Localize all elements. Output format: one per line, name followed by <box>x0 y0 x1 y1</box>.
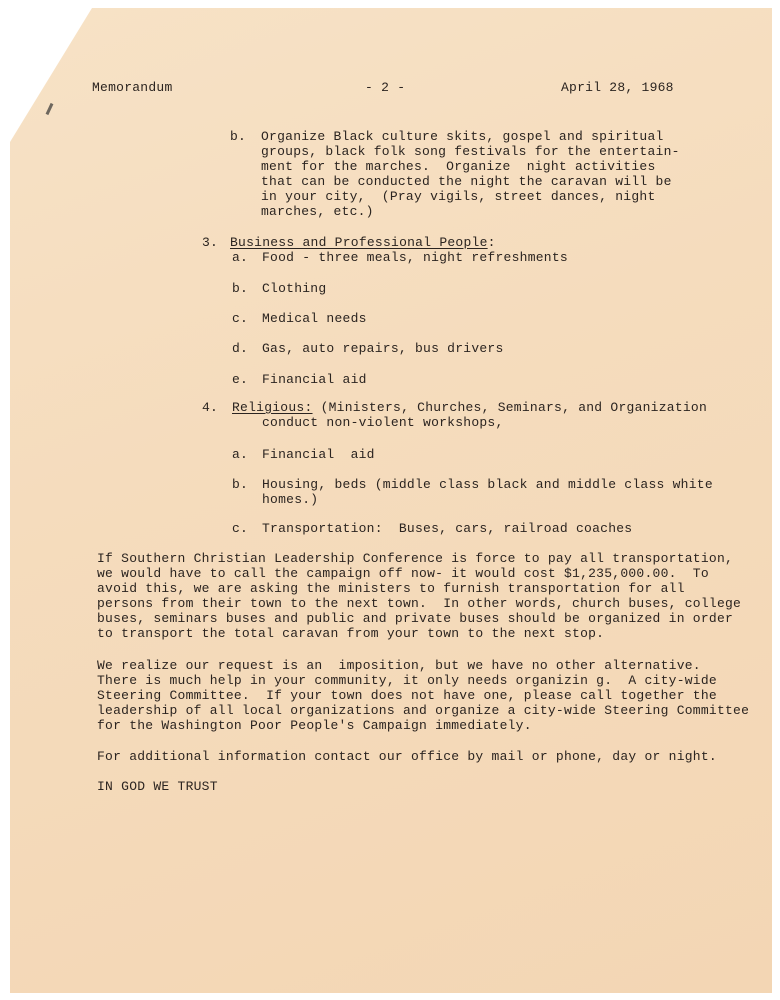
section-number: 4. <box>202 400 219 415</box>
list-marker: c. <box>232 521 249 536</box>
page-number: - 2 - <box>365 80 406 95</box>
text-line: conduct non-violent workshops, <box>262 415 504 430</box>
list-marker: b. <box>232 477 249 492</box>
closing-line: IN GOD WE TRUST <box>97 779 218 794</box>
list-marker: b. <box>230 129 247 144</box>
list-marker: a. <box>232 447 249 462</box>
section-title: Religious: <box>232 400 313 415</box>
list-marker: d. <box>232 341 249 356</box>
section-heading <box>230 235 496 250</box>
list-item: Medical needs <box>262 311 367 326</box>
list-item: Transportation: Buses, cars, railroad coaches <box>262 521 633 536</box>
list-item: Gas, auto repairs, bus drivers <box>262 341 504 356</box>
paragraph-line: for the Washington Poor People's Campaign immediately. <box>97 718 532 733</box>
list-item: Financial aid <box>262 372 367 387</box>
paragraph-line: For additional information contact our office by mail or phone, day or night. <box>97 749 717 764</box>
text-line: ment for the marches. Organize night activities <box>261 159 656 174</box>
paragraph-line: leadership of all local organizations and organize a city-wide Steering Committee <box>97 703 750 718</box>
paragraph-line: We realize our request is an imposition, but we have no other alternative. <box>97 658 701 673</box>
list-marker: e. <box>232 372 249 387</box>
list-item-continued: homes.) <box>262 492 319 507</box>
text-line: in your city, (Pray vigils, street dances, night <box>261 189 656 204</box>
text-line: groups, black folk song festivals for the entertain- <box>261 144 680 159</box>
text-line: that can be conducted the night the caravan will be <box>261 174 672 189</box>
text-line: Organize Black culture skits, gospel and spiritual <box>261 129 664 144</box>
paragraph-line: Steering Committee. If your town does not have one, please call together the <box>97 688 717 703</box>
section-title-rest: (Ministers, Churches, Seminars, and Organization <box>312 400 708 415</box>
paragraph-line: If Southern Christian Leadership Conference is force to pay all transportation, <box>97 551 734 566</box>
section-heading <box>232 400 707 415</box>
paragraph-line: persons from their town to the next town. In other words, church buses, college <box>97 596 742 611</box>
memo-date: April 28, 1968 <box>561 80 674 95</box>
paragraph-line: avoid this, we are asking the ministers to furnish transportation for all <box>97 581 685 596</box>
paragraph-line: we would have to call the campaign off now- it would cost $1,235,000.00. To <box>97 566 709 581</box>
section-title-suffix: : <box>487 235 496 250</box>
paragraph-line: There is much help in your community, it only needs organizin g. A city-wide <box>97 673 717 688</box>
section-number: 3. <box>202 235 219 250</box>
list-item: Clothing <box>262 281 327 296</box>
list-marker: b. <box>232 281 249 296</box>
paragraph-line: buses, seminars buses and public and private buses should be organized in order <box>97 611 734 626</box>
text-line: marches, etc.) <box>261 204 374 219</box>
paragraph-line: to transport the total caravan from your town to the next stop. <box>97 626 605 641</box>
section-title: Business and Professional People <box>230 235 488 250</box>
list-item: Food - three meals, night refreshments <box>262 250 568 265</box>
list-marker: a. <box>232 250 249 265</box>
memo-label: Memorandum <box>92 80 173 95</box>
list-marker: c. <box>232 311 249 326</box>
list-item: Financiаl aid <box>262 447 375 462</box>
list-item: Housing, beds (middle class black and middle class white <box>262 477 713 492</box>
